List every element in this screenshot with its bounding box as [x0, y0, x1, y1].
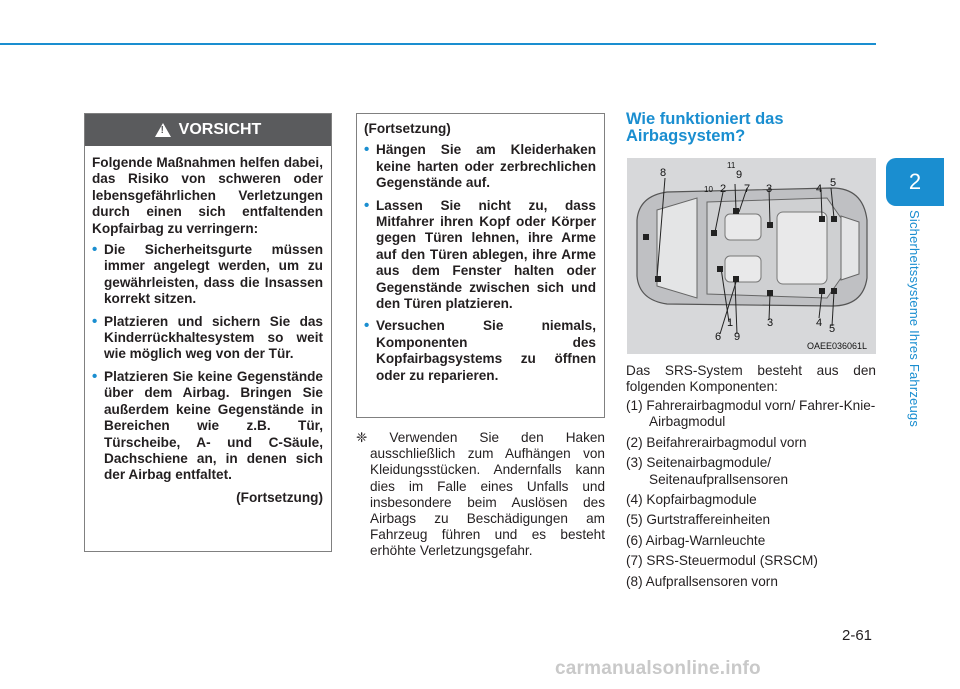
chapter-tab: 2: [886, 158, 944, 206]
component-item: (4) Kopfairbagmodule: [626, 492, 757, 508]
diagram-label: 5: [829, 323, 836, 335]
component-item: (6) Airbag-Warnleuchte: [626, 532, 766, 548]
caution-intro: Folgende Maßnahmen helfen dabei, das Risiko von schweren oder lebensgefährlichen Verletzungen durch einen sich entfaltenden Kopfairbag zu verringern:: [92, 155, 323, 236]
continued-label: (Fortsetzung): [236, 489, 323, 505]
component-item: (1) Fahrerairbagmodul vorn/ Fahrer-Knie-Airbagmodul: [626, 398, 876, 430]
caution-bullets: [92, 242, 323, 484]
component-item: (7) SRS-Steuermodul (SRSCM): [626, 553, 818, 569]
continuation-bullet: • Versuchen Sie niemals, Komponenten des Kopfairbagsystems zu öffnen oder zu reparieren.: [364, 318, 596, 384]
watermark: carmanualsonline.info: [555, 658, 761, 679]
component-list: [626, 398, 876, 594]
caution-heading: VORSICHT: [178, 121, 262, 138]
warning-triangle-icon: [155, 123, 171, 137]
srs-intro: Das SRS-System besteht aus den folgenden Komponenten:: [626, 363, 876, 395]
continuation-bullet: • Lassen Sie nicht zu, dass Mitfahrer ihren Kopf oder Körper gegen Türen lehnen, ihre Arme auf den Türen ablegen, ihre Arme aus dem Fenster halten oder Gegenstände zwischen sich und den Türen platzieren.: [364, 198, 596, 313]
continuation-heading: (Fortsetzung): [364, 121, 451, 136]
caution-box: [84, 113, 332, 552]
note-symbol: ❈: [356, 430, 368, 445]
continuation-box: [356, 113, 605, 418]
chapter-title: Sicherheitssysteme Ihres Fahrzeugs: [907, 210, 922, 428]
diagram-label: 11: [727, 161, 736, 170]
airbag-diagram: [627, 158, 876, 354]
diagram-label: 4: [816, 317, 823, 329]
diagram-label: 10: [704, 185, 713, 194]
diagram-label: 5: [830, 177, 837, 189]
diagram-label: 3: [766, 183, 773, 195]
diagram-label: 1: [727, 317, 734, 329]
component-item: (2) Beifahrerairbagmodul vorn: [626, 434, 807, 450]
caution-header: [85, 114, 331, 146]
hook-note: [356, 430, 605, 560]
diagram-label: 9: [734, 331, 741, 343]
car-topview-illustration: [627, 158, 876, 354]
diagram-label: 7: [744, 183, 751, 195]
diagram-code: OAEE036061L: [807, 341, 868, 351]
section-title: Wie funktioniert das Airbagsystem?: [626, 110, 784, 145]
page-number: 2-61: [842, 627, 873, 644]
caution-body: [85, 146, 331, 506]
caution-bullet: • Platzieren Sie keine Gegenstände über dem Airbag. Bringen Sie außerdem keine Gegenstände in Bereichen wie z.B. Tür, Türscheibe, A- und C-Säule, Dachschiene an, in denen sich der Airbag entfaltet.: [92, 369, 323, 484]
note-text: Verwenden Sie den Haken ausschließlich zum Aufhängen von Kleidungsstücken. Andernfalls kann dies im Falle eines Unfalls und insbesondere beim Auslösen des Airbags zu Beschädigungen am Fahrzeug führen und es besteht erhöhte Verletzungsgefahr.: [370, 430, 605, 559]
component-item: (5) Gurtstraffereinheiten: [626, 512, 771, 528]
diagram-label: 4: [816, 183, 823, 195]
header-rule: [0, 43, 876, 45]
diagram-label: 6: [715, 331, 722, 343]
caution-bullet: • Die Sicherheitsgurte müssen immer angelegt werden, um zu gewährleisten, dass die Insassen korrekt sitzen.: [92, 242, 323, 308]
diagram-label: 3: [767, 317, 774, 329]
continuation-bullet: • Hängen Sie am Kleiderhaken keine harten oder zerbrechlichen Gegenstände auf.: [364, 142, 596, 191]
diagram-label: 2: [720, 183, 727, 195]
continuation-bullets: [364, 142, 596, 384]
diagram-label: 9: [736, 169, 743, 181]
caution-bullet: • Platzieren und sichern Sie das Kinderrückhaltesystem so weit wie möglich weg von der Tür.: [92, 314, 323, 363]
diagram-label: 8: [660, 167, 667, 179]
continuation-body: [357, 114, 604, 384]
component-item: (3) Seitenairbagmodule/ Seitenaufprallsensoren: [626, 455, 789, 487]
component-item: (8) Aufprallsensoren vorn: [626, 573, 778, 589]
